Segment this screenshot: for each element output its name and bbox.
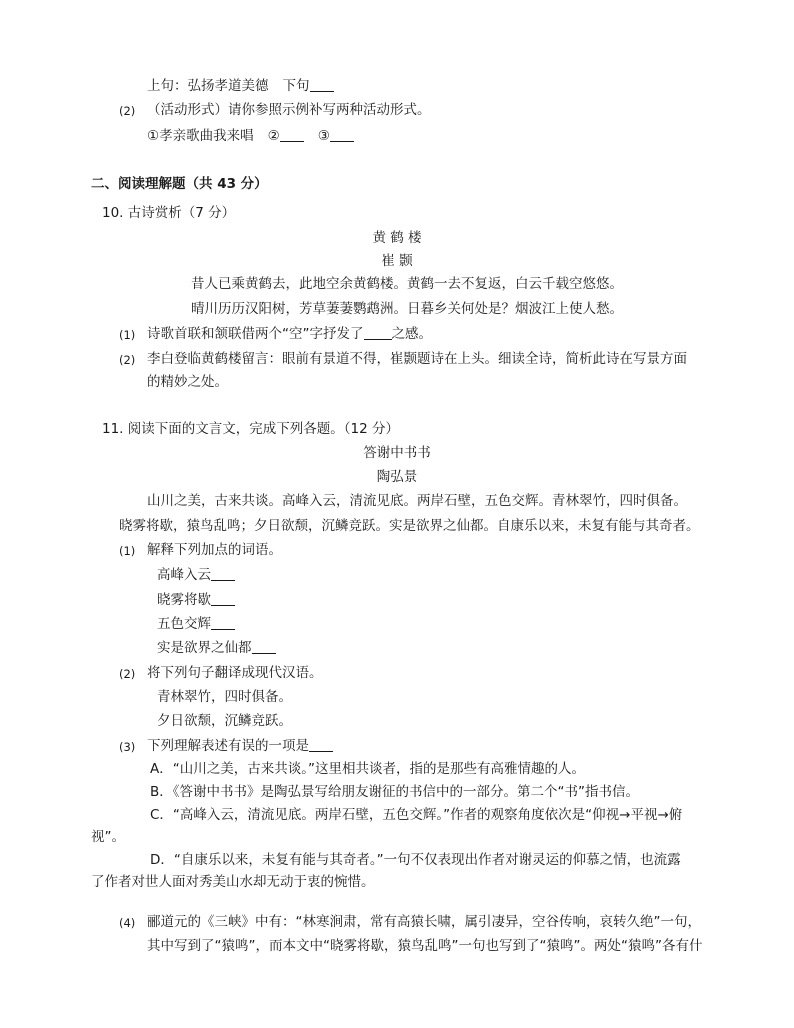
q2-options (147, 126, 354, 146)
passage-line-2: 晓雾将歇，猿鸟乱鸣；夕日欲颓，沉鳞竞跃。实是欲界之仙都。自康乐以来，未复有能与其奇者。 (119, 518, 700, 534)
q11-sub2-number: (2) (119, 667, 136, 681)
passage-title: 答谢中书书 (363, 445, 431, 461)
q10-sub2-line-1: 李白登临黄鹤楼留言：眼前有景道不得，崔颢题诗在上头。细读全诗，简析此诗在写景方面 (147, 351, 687, 367)
q2-text: （活动形式）请你参照示例补写两种活动形式。 (147, 102, 431, 118)
answer-blank[interactable] (252, 639, 276, 654)
option-c-line-2: 视”。 (91, 829, 125, 845)
word-item (157, 638, 276, 658)
couplet-next-label: 下句 (282, 78, 310, 94)
answer-blank[interactable] (310, 77, 334, 92)
q10-sub2-line-2: 的精妙之处。 (147, 374, 228, 390)
option-c-line-1: C．“高峰入云，清流见底。两岸石壁，五色交辉。”作者的观察角度依次是“仰视→平视→俯 (150, 807, 683, 823)
answer-blank[interactable] (309, 737, 333, 752)
passage-author: 陶弘景 (376, 469, 418, 485)
word-item (157, 590, 235, 610)
q10-sub1-text: 诗歌首联和颔联借两个“空”字抒发了 (147, 326, 364, 342)
q11-sub3 (147, 736, 333, 756)
q11-header: 11. 阅读下面的文言文，完成下列各题。（12 分） (102, 421, 399, 437)
q11-sub3-text: 下列理解表述有误的一项是 (147, 738, 309, 754)
word-item-text: 五色交辉 (157, 616, 211, 632)
word-item-text: 晓雾将歇 (157, 592, 211, 608)
option-a: A．“山川之美，古来共谈。”这里相共谈者，指的是那些有高雅情趣的人。 (150, 761, 585, 777)
q10-sub1-tail: 之感。 (391, 326, 432, 342)
word-item-text: 实是欲界之仙都 (157, 640, 252, 656)
answer-blank[interactable] (364, 325, 392, 340)
translate-item-1: 青林翠竹，四时俱备。 (157, 689, 292, 705)
q10-sub1-number: (1) (119, 328, 136, 342)
couplet-prefix: 上句：弘扬孝道美德 (147, 78, 269, 94)
q10-sub2-number: (2) (119, 353, 136, 367)
q11-sub2-text: 将下列句子翻译成现代汉语。 (147, 665, 323, 681)
answer-blank[interactable] (211, 591, 235, 606)
poem-title: 黄 鹤 楼 (372, 230, 422, 246)
option-b: B．《答谢中书书》是陶弘景写给朋友谢征的书信中的一部分。第二个“书”指书信。 (150, 784, 639, 800)
q11-sub4-number: (4) (119, 916, 136, 930)
word-item (157, 614, 235, 634)
q10-sub1 (147, 324, 432, 344)
q11-sub4-line-1: 郦道元的《三峡》中有：“林寒涧肃，常有高猿长啸，属引凄异，空谷传响，哀转久绝”一句， (147, 914, 701, 930)
couplet-line (147, 76, 334, 96)
poem-line-1: 昔人已乘黄鹤去，此地空余黄鹤楼。黄鹤一去不复返，白云千载空悠悠。 (191, 276, 623, 292)
q10-header: 10. 古诗赏析（7 分） (102, 205, 236, 221)
answer-blank[interactable] (211, 615, 235, 630)
answer-blank[interactable] (330, 127, 354, 142)
q2-option-a: ①孝亲歌曲我来唱 (147, 128, 254, 144)
q11-sub3-number: (3) (119, 740, 136, 754)
translate-item-2: 夕日欲颓，沉鳞竞跃。 (157, 713, 292, 729)
q2-option-b: ② (267, 128, 280, 144)
option-d-line-1: D．“自康乐以来，未复有能与其奇者。”一句不仅表现出作者对谢灵运的仰慕之情，也流露 (150, 852, 681, 868)
section-heading: 二、阅读理解题（共 43 分） (91, 176, 268, 192)
q2-number: (2) (119, 104, 136, 118)
answer-blank[interactable] (280, 127, 304, 142)
passage-line-1: 山川之美，古来共谈。高峰入云，清流见底。两岸石壁，五色交辉。青林翠竹，四时俱备。 (147, 493, 687, 509)
q11-sub1-text: 解释下列加点的词语。 (147, 542, 282, 558)
word-item (157, 565, 235, 585)
poem-author: 崔 颢 (381, 253, 413, 269)
q11-sub1-number: (1) (119, 544, 136, 558)
option-d-line-2: 了作者对世人面对秀美山水却无动于衷的惋惜。 (91, 874, 375, 890)
q2-option-c: ③ (317, 128, 330, 144)
answer-blank[interactable] (211, 566, 235, 581)
word-item-text: 高峰入云 (157, 567, 211, 583)
q11-sub4-line-2: 其中写到了“猿鸣”，而本文中“晓雾将歇，猿鸟乱鸣”一句也写到了“猿鸣”。两处“猿鸣”各有什 (147, 938, 703, 954)
poem-line-2: 晴川历历汉阳树，芳草萋萋鹦鹉洲。日暮乡关何处是？烟波江上使人愁。 (191, 301, 623, 317)
